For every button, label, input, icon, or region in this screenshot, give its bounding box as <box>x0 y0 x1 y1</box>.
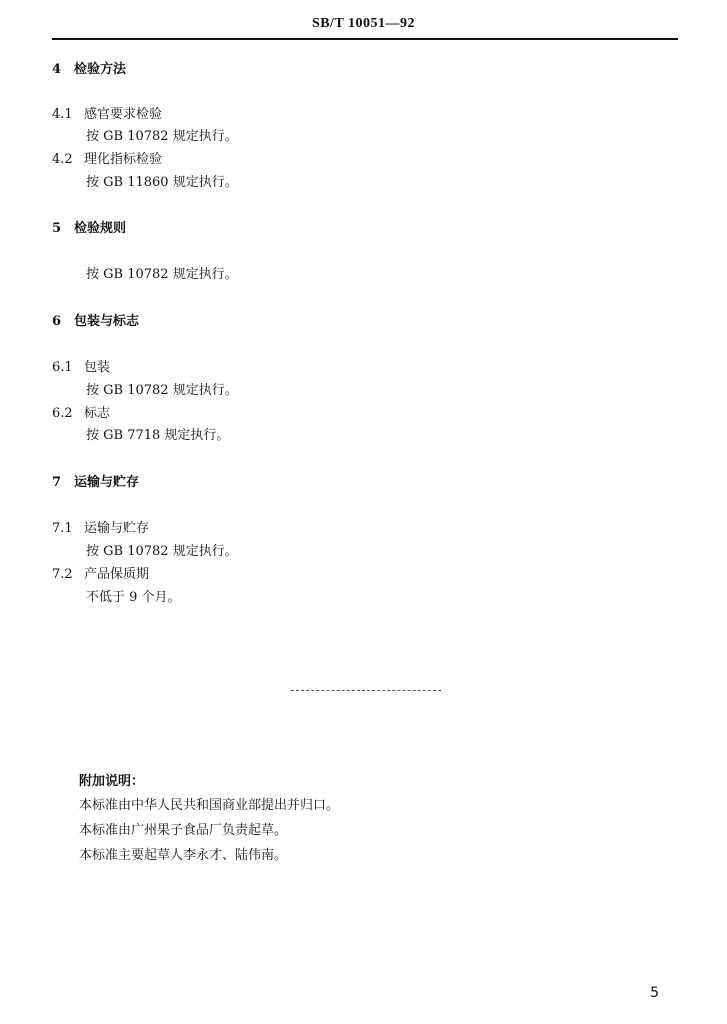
section-6-heading <box>52 314 139 330</box>
clause-number: 7.2 <box>52 567 73 582</box>
clause-6-1-heading <box>52 360 110 376</box>
note-line: 本标准由中华人民共和国商业部提出并归口。 <box>79 798 340 813</box>
clause-7-2-text: 不低于 9 个月。 <box>86 590 181 605</box>
page-number: 5 <box>650 985 659 1001</box>
clause-4-1-heading <box>52 107 162 123</box>
clause-7-1-text: 按 GB 10782 规定执行。 <box>86 544 238 559</box>
clause-title: 标志 <box>84 406 111 421</box>
section-7-heading <box>52 475 139 491</box>
notes-title: 附加说明： <box>79 774 145 789</box>
section-5-text: 按 GB 10782 规定执行。 <box>86 267 238 282</box>
clause-title: 产品保质期 <box>84 567 150 582</box>
clause-6-2-heading <box>52 406 110 422</box>
header-rule <box>52 38 678 40</box>
clause-title: 运输与贮存 <box>84 521 150 536</box>
clause-number: 4.1 <box>52 107 73 122</box>
section-number: 6 <box>52 314 62 329</box>
clause-number: 4.2 <box>52 152 73 167</box>
section-5-heading <box>52 221 126 237</box>
clause-4-2-text: 按 GB 11860 规定执行。 <box>86 175 238 190</box>
section-number: 5 <box>52 221 62 236</box>
clause-4-1-text: 按 GB 10782 规定执行。 <box>86 129 238 144</box>
clause-7-1-heading <box>52 521 149 537</box>
section-title: 运输与贮存 <box>74 475 140 490</box>
section-title: 包装与标志 <box>74 314 140 329</box>
clause-number: 7.1 <box>52 521 73 536</box>
section-4-heading <box>52 62 126 78</box>
clause-number: 6.1 <box>52 360 73 375</box>
clause-title: 理化指标检验 <box>84 152 163 167</box>
section-number: 4 <box>52 62 62 77</box>
clause-6-2-text: 按 GB 7718 规定执行。 <box>86 428 230 443</box>
clause-6-1-text: 按 GB 10782 规定执行。 <box>86 383 238 398</box>
document-header: SB/T 10051—92 <box>311 16 416 31</box>
note-line: 本标准主要起草人李永才、陆伟南。 <box>79 848 288 863</box>
end-of-text-rule <box>291 690 441 691</box>
clause-title: 感官要求检验 <box>84 107 163 122</box>
section-title: 检验规则 <box>74 221 127 236</box>
note-line: 本标准由广州果子食品厂负责起草。 <box>79 823 288 838</box>
section-number: 7 <box>52 475 62 490</box>
clause-4-2-heading <box>52 152 162 168</box>
clause-number: 6.2 <box>52 406 73 421</box>
section-title: 检验方法 <box>74 62 127 77</box>
clause-7-2-heading <box>52 567 149 583</box>
clause-title: 包装 <box>84 360 111 375</box>
